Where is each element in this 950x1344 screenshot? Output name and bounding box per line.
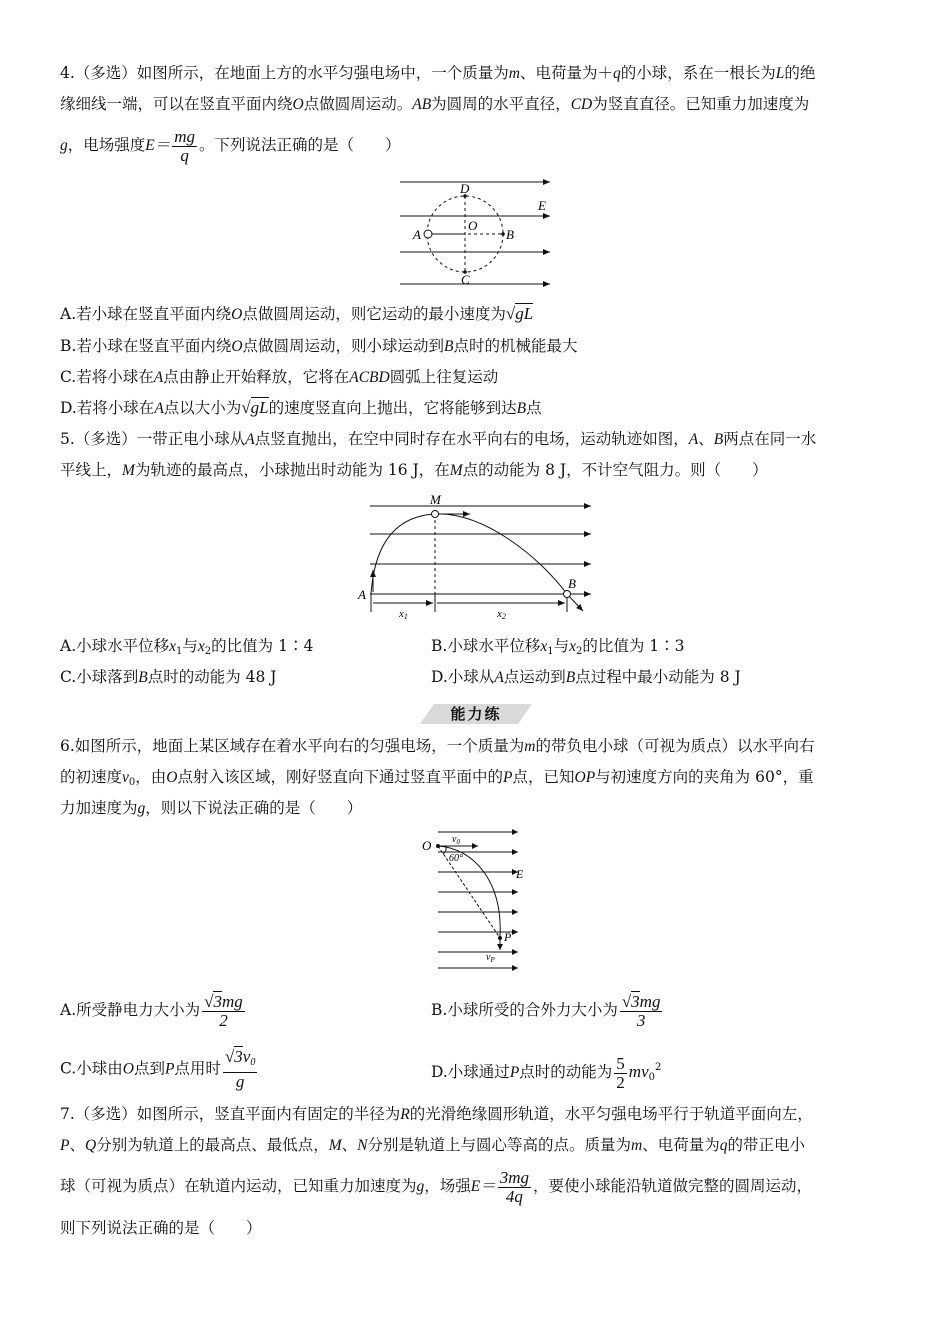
- q6-option-b: [431, 990, 664, 1030]
- label-B: B: [506, 227, 514, 242]
- var-Q: Q: [84, 1137, 97, 1154]
- text: ，由: [135, 768, 167, 786]
- var-L: L: [775, 65, 785, 82]
- num-tail: mg: [639, 991, 661, 1011]
- q5-option-a: [60, 635, 313, 663]
- text: 与: [553, 637, 570, 655]
- frac-den: 2: [616, 1072, 625, 1092]
- text: 的光滑绝缘圆形轨道，水平匀强电场平行于轨道平面向左，: [409, 1105, 813, 1123]
- var-B: B: [565, 669, 576, 686]
- text: 的比值为 1∶4: [211, 637, 314, 655]
- text: 点到: [133, 1059, 165, 1078]
- text: ，则以下说法正确的是（ ）: [145, 799, 363, 817]
- text: 分别为轨道上的最高点、最低点，: [96, 1136, 329, 1154]
- sub: 0: [250, 1057, 256, 1068]
- text: 与: [182, 637, 198, 655]
- text: ，要使小球能沿轨道做完整的圆周运动，: [533, 1177, 813, 1195]
- var-AB: AB: [412, 96, 432, 113]
- label-O: O: [468, 218, 478, 233]
- text: 点时的机械能最大: [453, 337, 578, 355]
- var-P: P: [503, 769, 513, 786]
- text: 点以大小为: [163, 399, 242, 417]
- var-g: g: [416, 1178, 425, 1195]
- q4-option-d: [60, 397, 542, 420]
- fraction: [620, 993, 663, 1030]
- point-B: [501, 232, 505, 236]
- ball: [424, 230, 432, 238]
- text: ，场强: [424, 1177, 471, 1195]
- q4-line-2: [60, 93, 809, 116]
- text: 7.（多选）如图所示，竖直平面内有固定的半径为: [60, 1105, 401, 1123]
- text: 的带正电小: [727, 1136, 805, 1154]
- var-M: M: [328, 1137, 342, 1154]
- fraction-mg-over-q: [172, 128, 197, 165]
- var-E: E＝: [470, 1178, 496, 1195]
- frac-num: √3mg: [621, 991, 661, 1011]
- var-mv: mv: [628, 1062, 649, 1081]
- text: 、电荷量为: [642, 1136, 720, 1154]
- point-O: [436, 844, 440, 848]
- point-P: [498, 936, 502, 940]
- text: 6.如图所示，地面上某区域存在着水平向右的匀强电场，一个质量为: [60, 737, 525, 755]
- radicand: 3: [631, 991, 640, 1011]
- sub: 2: [576, 646, 583, 657]
- frac-num: 5: [616, 1053, 625, 1073]
- var-M: M: [122, 462, 135, 479]
- text: 与初速度方向的夹角为 60°，重: [595, 768, 814, 786]
- q6-option-a: [60, 990, 247, 1030]
- trajectory: [371, 514, 567, 594]
- q4-line-3: [60, 126, 401, 165]
- var-O: O: [122, 1060, 134, 1078]
- var-OP: OP: [574, 769, 596, 786]
- q5-option-b: [431, 635, 685, 663]
- q7-line-1: [60, 1103, 813, 1126]
- sub: 0: [128, 777, 136, 788]
- var-m: m: [524, 738, 536, 755]
- var-x: x: [540, 638, 548, 655]
- text: 、: [69, 1136, 85, 1154]
- sub: 1: [547, 646, 554, 657]
- text: A.若小球在竖直平面内绕: [60, 305, 232, 323]
- text: 点过程中最小动能为 8 J: [575, 668, 741, 686]
- q6-line-1: [60, 735, 815, 758]
- frac-den: g: [235, 1072, 245, 1091]
- label-vp: $v_P$: [486, 952, 495, 964]
- text: 点运动到: [503, 668, 566, 686]
- label-O: O: [422, 838, 432, 853]
- text: 的带负电小球（可视为质点）以水平向右: [535, 737, 815, 755]
- var-B: B: [138, 669, 148, 686]
- text: A.所受静电力大小为: [60, 1001, 201, 1019]
- text: D.小球通过: [431, 1063, 510, 1081]
- var-g: g: [137, 800, 146, 817]
- var-A: A: [494, 669, 504, 686]
- text: 为圆周的水平直径，: [431, 95, 571, 113]
- text: 点由静止开始释放，它将在: [163, 368, 350, 386]
- q7-line-4: [60, 1217, 262, 1239]
- text: 点做圆周运动，则它运动的最小速度为: [242, 305, 506, 323]
- sub: 2: [204, 646, 212, 657]
- text: 则下列说法正确的是（ ）: [60, 1219, 262, 1237]
- sub: 1: [176, 646, 183, 657]
- text: 的小球，系在一根长为: [620, 64, 776, 82]
- q4-line-1: [60, 62, 815, 85]
- text: 点做圆周运动，则小球运动到: [242, 337, 445, 355]
- text: 点用时: [174, 1059, 221, 1078]
- var-CD: CD: [570, 96, 593, 113]
- text: 为轨迹的最高点，小球抛出时动能为 16 J，在: [134, 461, 450, 479]
- frac-den: 2: [219, 1010, 228, 1030]
- radicand: 3: [234, 1047, 243, 1066]
- var-R: R: [400, 1106, 410, 1123]
- q4-figure: [390, 176, 560, 288]
- text: 点竖直抛出，在空中同时存在水平向右的电场，运动轨迹如图，: [254, 430, 689, 448]
- text: 两点在同一水: [723, 430, 817, 448]
- var-A: A: [153, 369, 164, 386]
- text: 、: [341, 1136, 358, 1154]
- sqrt-gL: √gL: [505, 304, 534, 323]
- frac-den: 4q: [505, 1186, 523, 1206]
- label-A: A: [358, 587, 366, 602]
- q6-line-3: [60, 797, 362, 820]
- var-P: P: [509, 1064, 520, 1081]
- text: 点做圆周运动。: [303, 95, 413, 113]
- text: 缘细线一端，可以在竖直平面内绕: [60, 95, 293, 113]
- q5-line-1: [60, 428, 816, 451]
- q7-line-2: [60, 1134, 805, 1157]
- sqrt-gL: √gL: [241, 398, 269, 417]
- label-A: A: [413, 227, 421, 242]
- var-g: g: [60, 137, 68, 154]
- text: 、电荷量为＋: [520, 64, 614, 82]
- text: A.小球水平位移: [60, 637, 170, 655]
- q5-figure: [355, 488, 595, 620]
- q6-option-d: [431, 1048, 661, 1098]
- var-P: P: [60, 1137, 70, 1154]
- var-m: m: [508, 65, 520, 82]
- text: 的速度竖直向上抛出，它将能够到达: [268, 399, 517, 417]
- text: C.小球落到: [60, 668, 139, 686]
- label-D: D: [460, 181, 470, 196]
- text: 分别是轨道上与圆心等高的点。质量为: [367, 1136, 631, 1154]
- num-tail: v: [242, 1047, 251, 1066]
- point-B: [564, 591, 571, 598]
- frac-num: √3mg: [204, 991, 243, 1011]
- frac-num: $√3v_0$: [223, 1048, 257, 1073]
- var-E: E＝: [145, 137, 171, 154]
- var-A: A: [688, 431, 699, 448]
- radicand: gL: [250, 398, 269, 417]
- label-angle: 60°: [449, 853, 463, 864]
- q5-option-c: [60, 666, 277, 689]
- section-badge: [420, 703, 532, 725]
- var-O: O: [231, 338, 243, 355]
- radicand: gL: [515, 304, 534, 323]
- var-x: x: [569, 638, 576, 655]
- var-M: M: [449, 462, 463, 479]
- text: ，电场强度: [67, 136, 146, 154]
- var-A: A: [245, 431, 255, 448]
- text: 点: [526, 399, 542, 417]
- text: B.小球所受的合外力大小为: [431, 1001, 618, 1019]
- q6-option-c: [60, 1048, 259, 1091]
- text: 的比值为 1∶3: [582, 637, 685, 655]
- var-ACBD: ACBD: [349, 369, 390, 386]
- text: 圆弧上往复运动: [389, 368, 499, 386]
- text: 球（可视为质点）在轨道内运动，已知重力加速度为: [60, 1177, 417, 1195]
- text: 。下列说法正确的是（ ）: [199, 136, 401, 154]
- label-C: C: [461, 272, 470, 287]
- text: B.小球水平位移: [431, 637, 541, 655]
- label-x1: x1: [399, 608, 408, 620]
- text: 的初速度: [60, 768, 123, 786]
- q6-line-2: [60, 766, 814, 794]
- text: 点射入该区域，刚好竖直向下通过竖直平面中的: [177, 768, 504, 786]
- var-B: B: [713, 431, 724, 448]
- var-B: B: [516, 400, 527, 417]
- sup: 2: [655, 1062, 662, 1073]
- frac-num: 3mg: [499, 1167, 530, 1187]
- point-M: [432, 511, 439, 518]
- radicand: 3: [213, 991, 222, 1011]
- text: 平线上，: [60, 461, 123, 479]
- var-x: x: [197, 638, 205, 655]
- text: D.若将小球在: [60, 399, 155, 417]
- q7-line-3: [60, 1166, 812, 1207]
- var-P: P: [164, 1060, 175, 1078]
- q4-option-b: [60, 335, 578, 358]
- section-title: 能力练: [450, 705, 502, 723]
- label-M: M: [430, 492, 441, 507]
- text: B.若小球在竖直平面内绕: [60, 337, 232, 355]
- fraction: [223, 1048, 257, 1091]
- num-tail: mg: [221, 991, 243, 1011]
- var-q: q: [613, 65, 621, 82]
- text: 、: [698, 430, 714, 448]
- label-E: E: [538, 198, 546, 213]
- var-N: N: [357, 1137, 368, 1154]
- text: C.若将小球在: [60, 368, 154, 386]
- q4-option-a: [60, 303, 533, 326]
- text: C.小球由: [60, 1059, 123, 1078]
- var-O: O: [166, 769, 178, 786]
- label-v0: $v_0$: [452, 834, 460, 846]
- text: 为竖直直径。已知重力加速度为: [592, 95, 810, 113]
- q4-option-c: [60, 366, 498, 389]
- var-O: O: [231, 306, 243, 323]
- text: 点时的动能为 48 J: [147, 668, 277, 686]
- sub: 0: [648, 1072, 655, 1083]
- text: 4.（多选）如图所示，在地面上方的水平匀强电场中，一个质量为: [60, 64, 509, 82]
- text: 点，已知: [512, 768, 575, 786]
- label-P: P: [504, 930, 512, 944]
- var-m: m: [631, 1137, 643, 1154]
- q5-line-2: [60, 459, 768, 482]
- var-O: O: [292, 96, 304, 113]
- text: D.小球从: [431, 668, 495, 686]
- label-E: E: [516, 867, 524, 881]
- fraction-3mg-over-4q: [498, 1169, 531, 1206]
- text: 的绝: [784, 64, 816, 82]
- var-A: A: [154, 400, 164, 417]
- label-x2: x2: [497, 608, 506, 620]
- frac-den: 3: [636, 1010, 646, 1030]
- var-B: B: [444, 338, 454, 355]
- var-q: q: [719, 1137, 728, 1154]
- label-B: B: [568, 576, 576, 591]
- q6-figure: [418, 826, 528, 972]
- var-x: x: [169, 638, 177, 655]
- text: 力加速度为: [60, 799, 138, 817]
- text: 5.（多选）一带正电小球从: [60, 430, 246, 448]
- fraction: [614, 1055, 627, 1092]
- q5-option-d: [431, 666, 741, 689]
- frac-num: mg: [174, 126, 196, 146]
- fraction: [202, 993, 245, 1030]
- text: 点的动能为 8 J，不计空气阻力。则（ ）: [462, 461, 768, 479]
- frac-den: q: [180, 145, 189, 165]
- text: 点时的动能为: [519, 1063, 613, 1081]
- var-v: v: [122, 769, 129, 786]
